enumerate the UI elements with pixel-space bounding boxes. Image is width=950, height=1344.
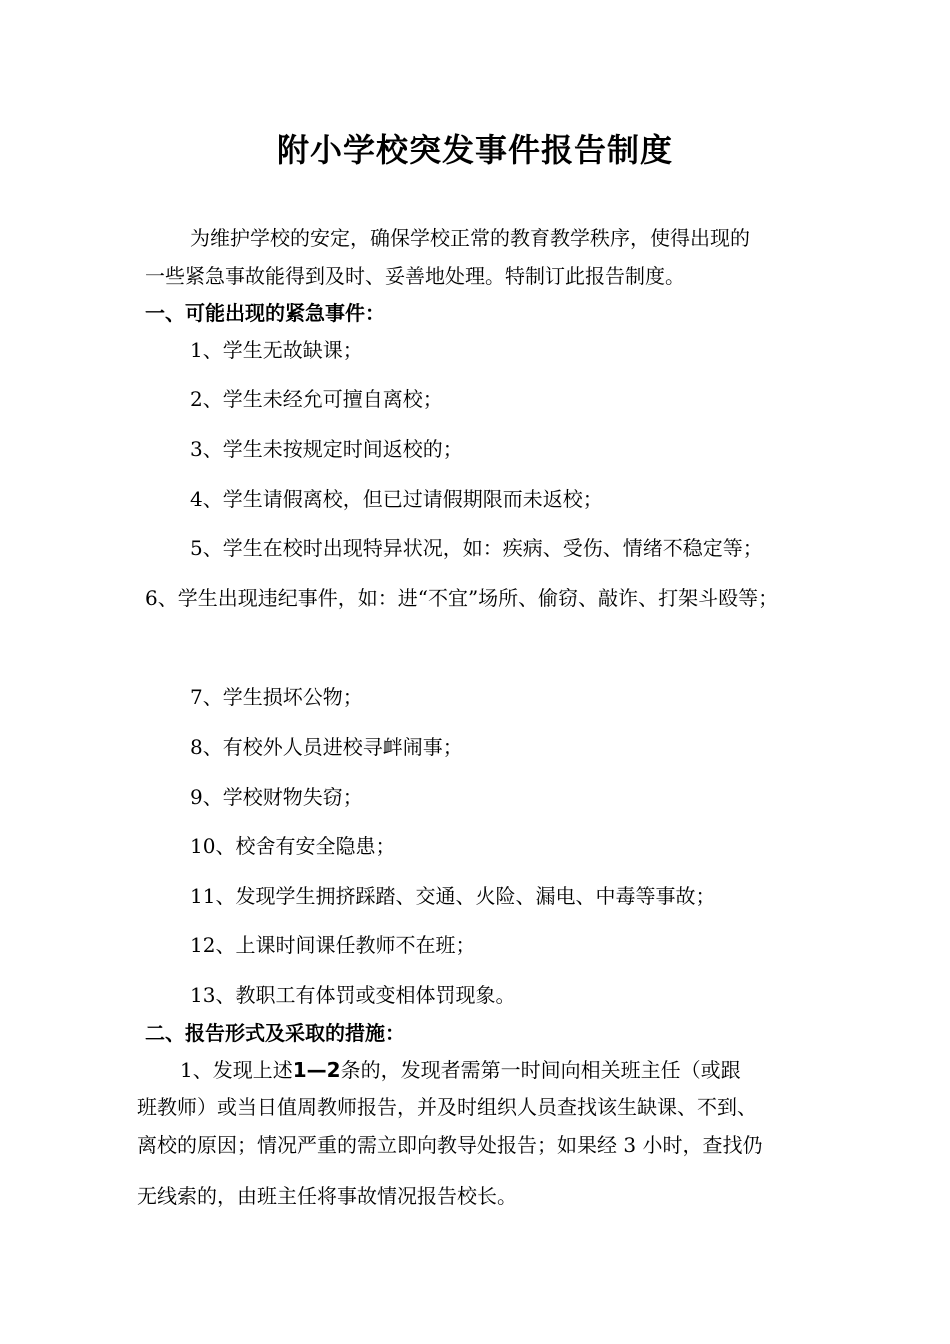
paragraph-line-1 <box>180 1057 741 1083</box>
list-item: 3、学生未按规定时间返校的； <box>190 437 463 461</box>
list-item: 1、学生无故缺课； <box>190 338 363 362</box>
list-item: 10、校舍有安全隐患； <box>190 834 396 858</box>
intro-line-1: 为维护学校的安定，确保学校正常的教育教学秩序，使得出现的 <box>190 226 750 250</box>
list-item: 6、学生出现违纪事件，如：进“不宜”场所、偷窃、敲诈、打架斗殴等； <box>145 586 779 610</box>
list-item: 12、上课时间课任教师不在班； <box>190 933 476 957</box>
list-item: 9、学校财物失窃； <box>190 785 363 809</box>
intro-line-2: 一些紧急事故能得到及时、妥善地处理。特制订此报告制度。 <box>145 264 685 288</box>
paragraph-bold-range: 1—2 <box>292 1058 341 1082</box>
paragraph-line-4: 无线索的，由班主任将事故情况报告校长。 <box>137 1184 517 1208</box>
list-item: 2、学生未经允可擅自离校； <box>190 387 443 411</box>
page-title: 附小学校突发事件报告制度 <box>276 131 673 169</box>
section-1-heading: 一、可能出现的紧急事件： <box>145 301 385 325</box>
paragraph-prefix: 1、发现上述 <box>180 1058 293 1082</box>
list-item: 4、学生请假离校，但已过请假期限而未返校； <box>190 487 603 511</box>
paragraph-line-3: 离校的原因；情况严重的需立即向教导处报告；如果经 3 小时，查找仍 <box>137 1133 763 1157</box>
paragraph-suffix: 条的，发现者需第一时间向相关班主任（或跟 <box>340 1058 741 1082</box>
paragraph-line-2: 班教师）或当日值周教师报告，并及时组织人员查找该生缺课、不到、 <box>137 1095 757 1119</box>
list-item: 13、教职工有体罚或变相体罚现象。 <box>190 983 516 1007</box>
list-item: 8、有校外人员进校寻衅闹事； <box>190 735 463 759</box>
list-item: 11、发现学生拥挤踩踏、交通、火险、漏电、中毒等事故； <box>190 884 716 908</box>
section-2-heading: 二、报告形式及采取的措施： <box>145 1021 405 1045</box>
list-item: 5、学生在校时出现特异状况，如：疾病、受伤、情绪不稳定等； <box>190 536 763 560</box>
list-item: 7、学生损坏公物； <box>190 685 363 709</box>
